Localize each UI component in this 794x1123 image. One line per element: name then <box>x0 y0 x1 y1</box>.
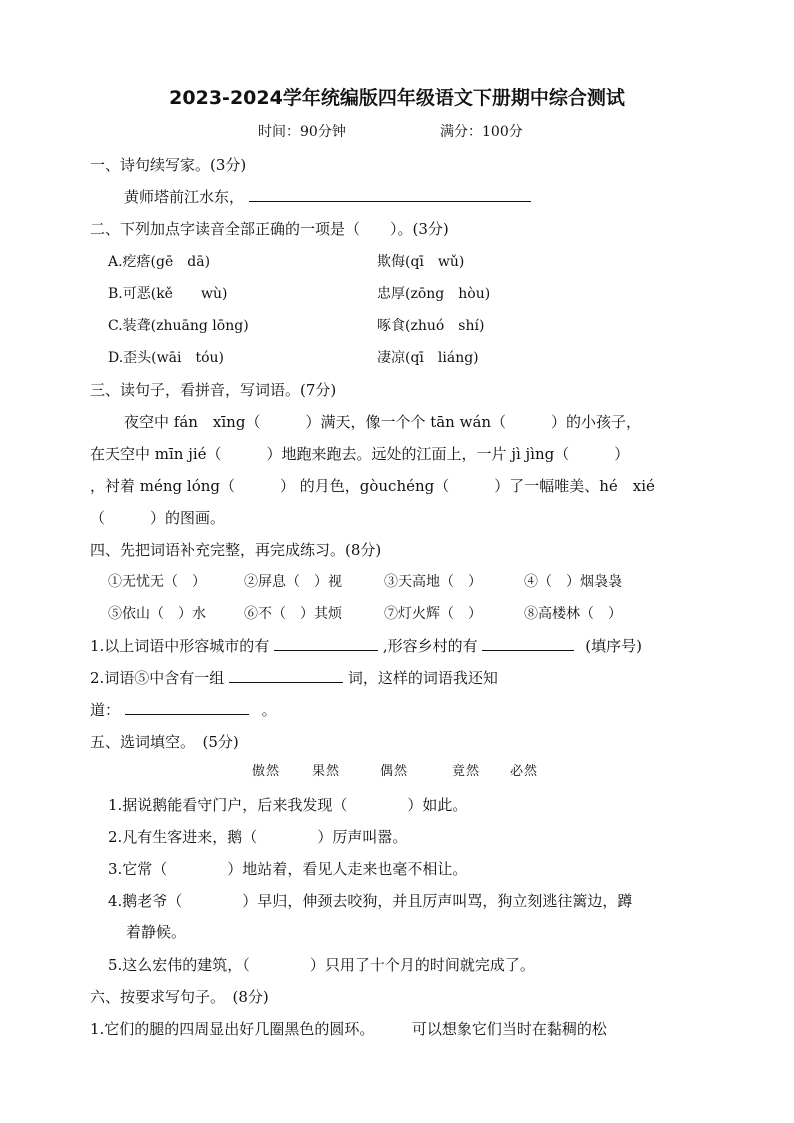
total-score: 满分：100分 <box>440 124 523 140</box>
answer-blank[interactable] <box>249 187 531 202</box>
section-4-q2 <box>90 668 498 688</box>
word-bank-1: 傲然 <box>252 764 281 779</box>
word-bank-5: 必然 <box>510 764 539 779</box>
fill-item-1[interactable]: 1.据说鹅能看守门户，后来我发现（ ）如此。 <box>108 796 468 814</box>
section-5-heading: 五、选词填空。 (5分) <box>90 733 239 751</box>
pinyin-line-1[interactable]: 夜空中 fán xīng（ ）满天，像一个个 tān wán（ ）的小孩子， <box>124 413 642 431</box>
idiom-1[interactable]: ①无忧无（ ） <box>108 574 206 590</box>
q2-middle: 词，这样的词语我还知 <box>347 669 498 687</box>
q1-middle: ,形容乡村的有 <box>382 637 478 655</box>
option-d-right: 凄凉(qī liáng) <box>377 350 479 366</box>
option-a-right: 欺侮(qī wǔ) <box>377 254 465 270</box>
q2-prefix: 2.词语⑤中含有一组 <box>90 669 225 687</box>
village-answer-blank[interactable] <box>482 636 574 651</box>
idiom-6[interactable]: ⑥不（ ）其烦 <box>244 606 342 622</box>
city-answer-blank[interactable] <box>274 636 378 651</box>
poem-line: 黄师塔前江水东， <box>124 188 245 206</box>
pinyin-line-2[interactable]: 在天空中 mīn jié（ ）地跑来跑去。远处的江面上，一片 jì jìng（ ） <box>90 445 630 463</box>
word-bank-2: 果然 <box>312 764 341 779</box>
extra-words-blank[interactable] <box>125 700 249 715</box>
q2-period: 。 <box>261 701 277 719</box>
idiom-7[interactable]: ⑦灯火辉（ ） <box>384 606 482 622</box>
sentence-q1: 1.它们的腿的四周显出好几圈黑色的圆环。 可以想象它们当时在黏稠的松 <box>90 1020 607 1038</box>
idiom-8[interactable]: ⑧高楼林（ ） <box>524 606 622 622</box>
option-d-left[interactable]: D.歪头(wāi tóu) <box>108 350 224 366</box>
fill-item-2[interactable]: 2.凡有生客进来，鹅（ ）厉声叫嚣。 <box>108 828 408 846</box>
idiom-3[interactable]: ③天高地（ ） <box>384 574 482 590</box>
q2-cont-prefix: 道： <box>90 701 121 719</box>
q1-prefix: 1.以上词语中形容城市的有 <box>90 637 270 655</box>
section-2-heading: 二、下列加点字读音全部正确的一项是（ ）。(3分) <box>90 220 449 238</box>
idiom-5[interactable]: ⑤依山（ ）水 <box>108 606 206 622</box>
option-b-left[interactable]: B.可恶(kě wù) <box>108 286 228 302</box>
section-4-heading: 四、先把词语补充完整，再完成练习。(8分) <box>90 541 382 559</box>
idiom-2[interactable]: ②屏息（ ）视 <box>244 574 342 590</box>
option-c-left[interactable]: C.装聋(zhuāng lōng) <box>108 318 249 334</box>
section-3-heading: 三、读句子，看拼音，写词语。(7分) <box>90 381 337 399</box>
section-1-question <box>124 187 531 207</box>
q1-suffix: (填序号) <box>585 637 642 655</box>
page-title: 2023-2024学年统编版四年级语文下册期中综合测试 <box>169 87 625 109</box>
section-4-q1 <box>90 636 642 656</box>
option-c-right: 啄食(zhuó shí) <box>377 318 485 334</box>
word-bank-3: 偶然 <box>380 764 409 779</box>
time-limit: 时间：90分钟 <box>258 124 346 140</box>
word-bank-4: 竟然 <box>452 764 481 779</box>
fill-item-4-cont: 着静候。 <box>126 923 187 941</box>
fill-item-3[interactable]: 3.它常（ ）地站着，看见人走来也毫不相让。 <box>108 860 468 878</box>
section-1-heading: 一、诗句续写家。(3分) <box>90 156 247 174</box>
idiom-4[interactable]: ④（ ）烟袅袅 <box>524 574 622 590</box>
pinyin-line-4[interactable]: （ ）的图画。 <box>90 509 226 527</box>
option-b-right: 忠厚(zōng hòu) <box>377 286 491 302</box>
fill-item-4[interactable]: 4.鹅老爷（ ）早归，伸颈去咬狗，并且厉声叫骂，狗立刻逃往篱边，蹲 <box>108 892 633 910</box>
pinyin-line-3[interactable]: ，衬着 méng lóng（ ） 的月色，gòuchéng（ ）了一幅唯美、hé xié <box>90 477 655 495</box>
section-4-q2-cont <box>90 700 277 720</box>
word-type-blank[interactable] <box>229 668 343 683</box>
section-6-heading: 六、按要求写句子。 (8分) <box>90 988 269 1006</box>
fill-item-5[interactable]: 5.这么宏伟的建筑，（ ）只用了十个月的时间就完成了。 <box>108 956 535 974</box>
option-a-left[interactable]: A.疙瘩(gē dā) <box>108 254 211 270</box>
